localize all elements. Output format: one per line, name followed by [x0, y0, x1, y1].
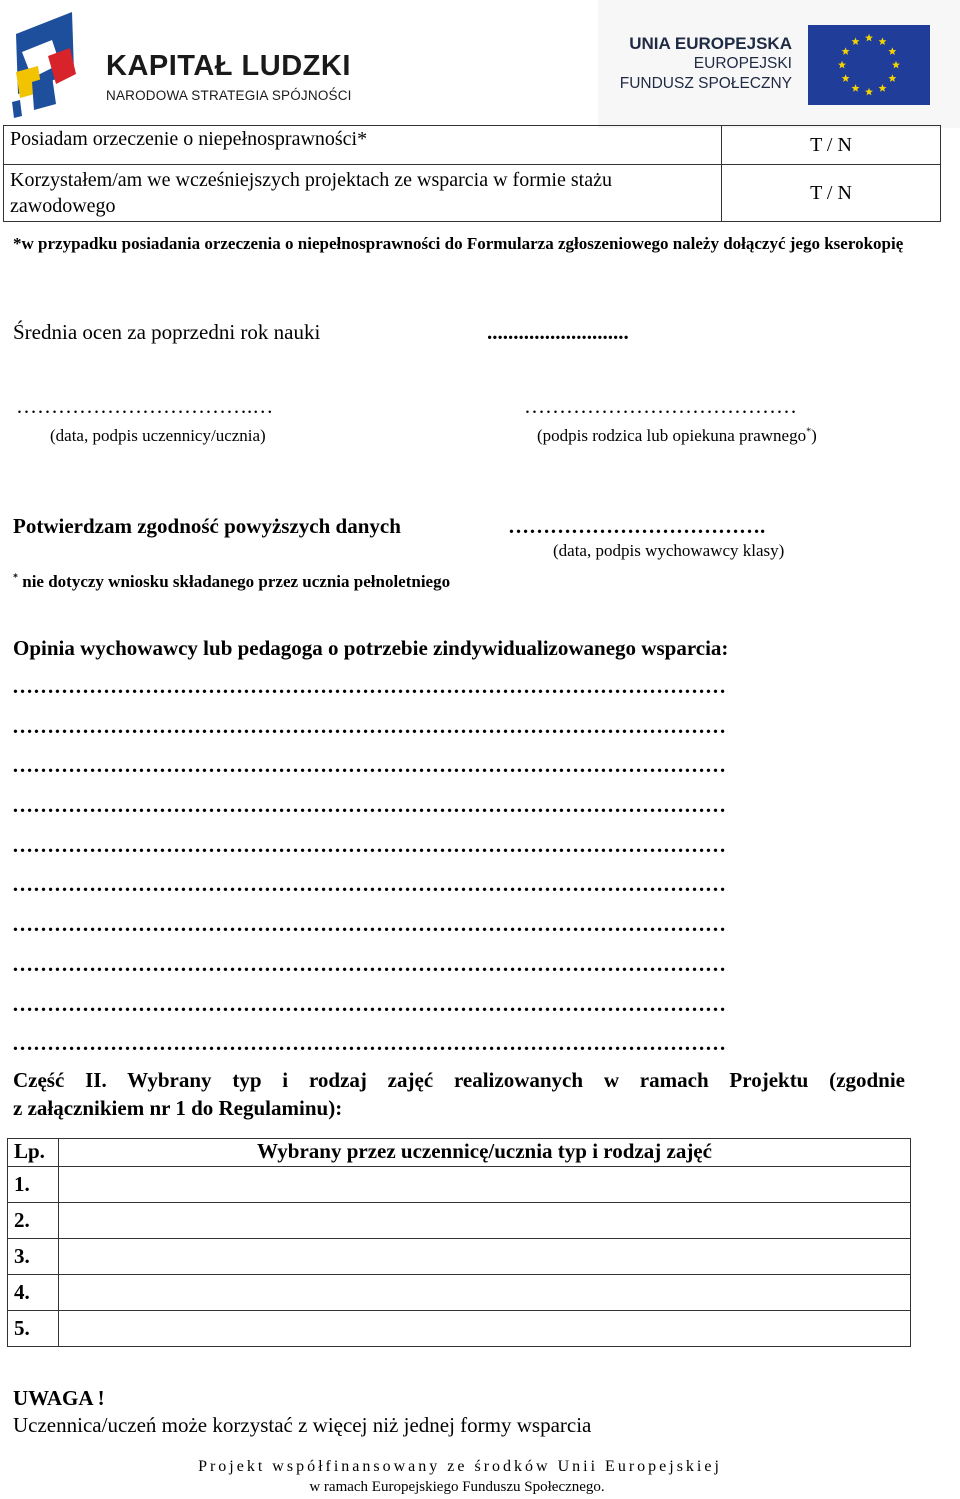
eu-logo-text	[620, 34, 792, 94]
row-value-cell[interactable]	[59, 1239, 911, 1275]
row-value-cell[interactable]	[59, 1203, 911, 1239]
adult-note	[13, 572, 450, 592]
kapital-ludzki-subtitle: NARODOWA STRATEGIA SPÓJNOŚCI	[106, 88, 352, 103]
answer-cell[interactable]: T / N	[722, 165, 941, 222]
student-signature-label: (data, podpis uczennicy/ucznia)	[50, 426, 266, 445]
opinion-heading: Opinia wychowawcy lub pedagoga o potrzebie zindywidualizowanego wsparcia:	[13, 636, 729, 660]
row-number: 2.	[8, 1203, 59, 1239]
table-row	[8, 1311, 911, 1347]
row-value-cell[interactable]	[59, 1167, 911, 1203]
opinion-line[interactable]: …………………………………………………………………………………………	[12, 832, 726, 857]
table-row	[4, 126, 941, 165]
footer-line2: w ramach Europejskiego Funduszu Społecznego.	[309, 1479, 605, 1495]
parent-signature-line[interactable]: …………………………………	[524, 394, 797, 418]
footer-line1: Projekt współfinansowany ze środków Unii Europejskiej	[198, 1458, 722, 1475]
table-row	[8, 1167, 911, 1203]
parent-signature-label	[537, 426, 817, 446]
row-number: 5.	[8, 1311, 59, 1347]
opinion-line[interactable]: …………………………………………………………………………………………	[12, 1031, 726, 1056]
kapital-ludzki-logo	[12, 12, 352, 120]
row-number: 1.	[8, 1167, 59, 1203]
eu-logo-line1: UNIA EUROPEJSKA	[629, 34, 792, 53]
row-number: 3.	[8, 1239, 59, 1275]
opinion-line[interactable]: …………………………………………………………………………………………	[12, 991, 726, 1016]
parent-signature-label-text: (podpis rodzica lub opiekuna prawnego	[537, 426, 807, 445]
eu-logo	[598, 0, 960, 128]
warning-text: Uczennica/uczeń może korzystać z więcej niż jednej formy wsparcia	[13, 1413, 592, 1437]
table-header-row	[8, 1139, 911, 1167]
disability-note: *w przypadku posiadania orzeczenia o niepełnosprawności do Formularza zgłoszeniowego należy dołączyć jego kserokopię	[13, 234, 904, 253]
opinion-line[interactable]: …………………………………………………………………………………………	[12, 713, 726, 738]
column-header-title: Wybrany przez uczennicę/ucznia typ i rodzaj zajęć	[59, 1139, 911, 1167]
row-number: 4.	[8, 1275, 59, 1311]
eu-logo-line3: FUNDUSZ SPOŁECZNY	[619, 75, 792, 92]
opinion-line[interactable]: …………………………………………………………………………………………	[12, 674, 726, 698]
teacher-signature-line[interactable]: ……………………………….	[508, 514, 766, 538]
part2-heading: Część II. Wybrany typ i rodzaj zajęć realizowanych w ramach Projektu (zgodnie	[13, 1068, 905, 1092]
opinion-line[interactable]: …………………………………………………………………………………………	[12, 753, 726, 778]
yes-no-table	[3, 125, 941, 222]
question-cell: Posiadam orzeczenie o niepełnosprawności*	[4, 126, 722, 165]
footnote-marker: *	[13, 572, 18, 584]
student-signature-line[interactable]: …………………………….…	[16, 394, 274, 418]
kapital-ludzki-flag-icon	[12, 12, 88, 118]
warning-title: UWAGA !	[13, 1386, 105, 1410]
opinion-line[interactable]: …………………………………………………………………………………………	[12, 951, 726, 976]
part2-heading-continued: z załącznikiem nr 1 do Regulaminu):	[13, 1096, 343, 1120]
grade-field[interactable]: ...........................	[487, 320, 629, 344]
column-header-lp: Lp.	[8, 1139, 59, 1167]
opinion-lines[interactable]	[12, 667, 892, 1064]
opinion-line[interactable]: …………………………………………………………………………………………	[12, 872, 726, 897]
adult-note-text: nie dotyczy wniosku składanego przez ucznia pełnoletniego	[18, 572, 451, 591]
footnote-marker: *	[806, 426, 812, 438]
eu-flag-icon	[808, 25, 930, 105]
table-row	[8, 1203, 911, 1239]
opinion-line[interactable]: …………………………………………………………………………………………	[12, 912, 726, 937]
question-cell: Korzystałem/am we wcześniejszych projektach ze wsparcia w formie stażu zawodowego	[4, 165, 722, 222]
opinion-line[interactable]: …………………………………………………………………………………………	[12, 793, 726, 818]
selection-table	[7, 1138, 911, 1347]
confirm-label: Potwierdzam zgodność powyższych danych	[13, 514, 401, 538]
eu-logo-line2: EUROPEJSKI	[693, 55, 792, 72]
teacher-signature-label: (data, podpis wychowawcy klasy)	[553, 541, 785, 560]
kapital-ludzki-title: KAPITAŁ LUDZKI	[106, 50, 351, 82]
table-row	[4, 165, 941, 222]
table-row	[8, 1239, 911, 1275]
parent-signature-label-close: )	[811, 426, 817, 445]
table-row	[8, 1275, 911, 1311]
row-value-cell[interactable]	[59, 1275, 911, 1311]
row-value-cell[interactable]	[59, 1311, 911, 1347]
answer-cell[interactable]: T / N	[722, 126, 941, 165]
grade-label: Średnia ocen za poprzedni rok nauki	[13, 320, 321, 344]
